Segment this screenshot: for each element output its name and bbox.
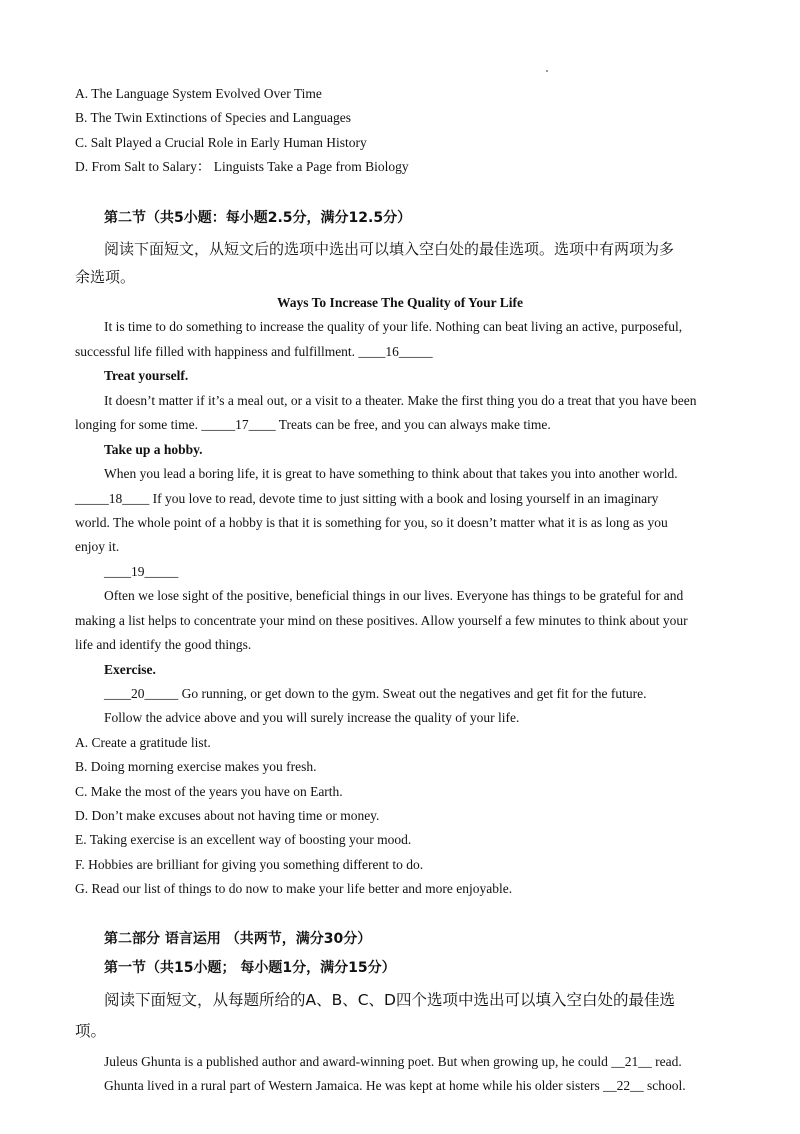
passage-title: Ways To Increase The Quality of Your Life [277, 295, 523, 310]
part2-subheading: 第一节（共15小题； 每小题1分，满分15分） [104, 960, 396, 976]
option-b: B. Doing morning exercise makes you fresh. [75, 759, 317, 774]
passage-line: It is time to do something to increase the quality of your life. Nothing can beat living an active, purposeful, [104, 319, 683, 334]
section2-instruction-1: 阅读下面短文，从短文后的选项中选出可以填入空白处的最佳选项。选项中有两项为多 [104, 240, 675, 258]
passage-line: longing for some time. _____17____ Treats can be free, and you can always make time. [75, 417, 551, 432]
subheading-take-up-hobby: Take up a hobby. [104, 442, 203, 457]
passage-line: It doesn’t matter if it’s a meal out, or a visit to a theater. Make the first thing you do a treat that you have been [104, 393, 697, 408]
cloze-text: Juleus Ghunta is a published author and award-winning poet. But when growing up, he could [104, 1054, 612, 1069]
cloze-line-2 [104, 1078, 686, 1094]
cloze-text: Ghunta lived in a rural part of Western Jamaica. He was kept at home while his older sisters [104, 1078, 604, 1093]
cloze-line-1 [104, 1054, 682, 1070]
passage-line: successful life filled with happiness and fulfillment. ____16_____ [75, 344, 433, 359]
option-a: A. Create a gratitude list. [75, 735, 211, 750]
option-g: G. Read our list of things to do now to make your life better and more enjoyable. [75, 881, 513, 896]
passage-line: _____18____ If you love to read, devote time to just sitting with a book and losing yourself in an imaginary [75, 491, 659, 506]
passage-line: Follow the advice above and you will surely increase the quality of your life. [104, 710, 520, 725]
stray-mark [546, 70, 548, 72]
option-d: D. Don’t make excuses about not having time or money. [75, 808, 380, 823]
cloze-text: read. [651, 1054, 682, 1069]
passage-line: ____20_____ Go running, or get down to the gym. Sweat out the negatives and get fit for the future. [104, 686, 647, 701]
option-e: E. Taking exercise is an excellent way of boosting your mood. [75, 832, 412, 847]
part2-instruction-1: 阅读下面短文，从每题所给的A、B、C、D四个选项中选出可以填入空白处的最佳选 [104, 991, 675, 1009]
part2-instruction-2: 项。 [75, 1022, 107, 1040]
prev-option-c: C. Salt Played a Crucial Role in Early Human History [75, 135, 367, 150]
prev-option-d: D. From Salt to Salary： Linguists Take a Page from Biology [75, 159, 409, 174]
blank-21: __21__ [611, 1054, 652, 1069]
prev-option-b: B. The Twin Extinctions of Species and Languages [75, 110, 352, 125]
passage-line: making a list helps to concentrate your mind on these positives. Allow yourself a few minutes to think about your [75, 613, 688, 628]
passage-line: Often we lose sight of the positive, beneficial things in our lives. Everyone has things to be grateful for and [104, 588, 684, 603]
subheading-treat-yourself: Treat yourself. [104, 368, 189, 383]
prev-option-a: A. The Language System Evolved Over Time [75, 86, 322, 101]
option-c: C. Make the most of the years you have on Earth. [75, 784, 343, 799]
part2-heading: 第二部分 语言运用 （共两节，满分30分） [104, 931, 372, 947]
passage-line: life and identify the good things. [75, 637, 252, 652]
passage-line: When you lead a boring life, it is great to have something to think about that takes you into another world. [104, 466, 678, 481]
subheading-exercise: Exercise. [104, 662, 156, 677]
section2-heading: 第二节（共5小题：每小题2.5分，满分12.5分） [104, 210, 412, 226]
cloze-text: school. [643, 1078, 686, 1093]
passage-line: world. The whole point of a hobby is that it is something for you, so it doesn’t matter what it is as long as you [75, 515, 668, 530]
blank-22: __22__ [603, 1078, 644, 1093]
passage-line: enjoy it. [75, 539, 120, 554]
section2-instruction-2: 余选项。 [75, 268, 136, 286]
option-f: F. Hobbies are brilliant for giving you something different to do. [75, 857, 424, 872]
blank-19: ____19_____ [104, 564, 179, 579]
